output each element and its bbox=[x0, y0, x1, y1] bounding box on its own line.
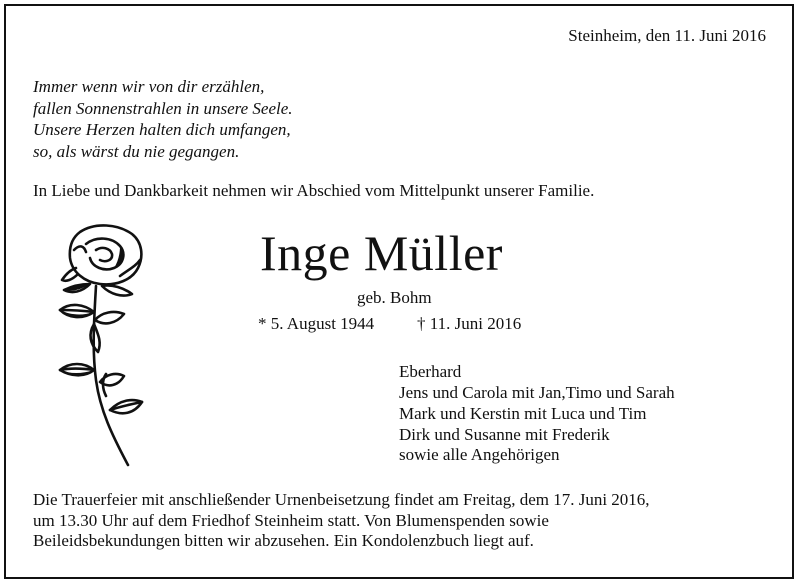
family-member: Mark und Kerstin mit Luca und Tim bbox=[399, 404, 647, 423]
birth-name: geb. Bohm bbox=[357, 288, 432, 307]
birth-date: * 5. August 1944 bbox=[258, 314, 375, 333]
poem-line: fallen Sonnenstrahlen in unsere Seele. bbox=[33, 98, 293, 118]
family-member: Eberhard bbox=[399, 362, 462, 381]
funeral-info bbox=[33, 490, 650, 552]
funeral-info-line: Beileidsbekundungen bitten wir abzusehen. Ein Kondolenzbuch liegt auf. bbox=[33, 531, 534, 550]
poem bbox=[33, 76, 293, 162]
family-member: Dirk und Susanne mit Frederik bbox=[399, 425, 610, 444]
intro-text: In Liebe und Dankbarkeit nehmen wir Abschied vom Mittelpunkt unserer Familie. bbox=[33, 181, 595, 200]
poem-line: Unsere Herzen halten dich umfangen, bbox=[33, 120, 291, 139]
poem-line: so, als wärst du nie gegangen. bbox=[33, 141, 240, 161]
funeral-info-line: Die Trauerfeier mit anschließender Urnenbeisetzung findet am Freitag, dem 17. Juni 2016, bbox=[33, 490, 650, 509]
death-date: † 11. Juni 2016 bbox=[417, 314, 522, 333]
poem-line: Immer wenn wir von dir erzählen, bbox=[33, 77, 265, 96]
funeral-info-line: um 13.30 Uhr auf dem Friedhof Steinheim statt. Von Blumenspenden sowie bbox=[33, 510, 549, 530]
deceased-name: Inge Müller bbox=[260, 225, 503, 281]
family-member: Jens und Carola mit Jan,Timo und Sarah bbox=[399, 383, 675, 402]
relatives-line: sowie alle Angehörigen bbox=[399, 445, 560, 464]
family-list bbox=[399, 361, 675, 445]
place-date: Steinheim, den 11. Juni 2016 bbox=[568, 26, 766, 45]
rose-icon bbox=[50, 220, 160, 470]
